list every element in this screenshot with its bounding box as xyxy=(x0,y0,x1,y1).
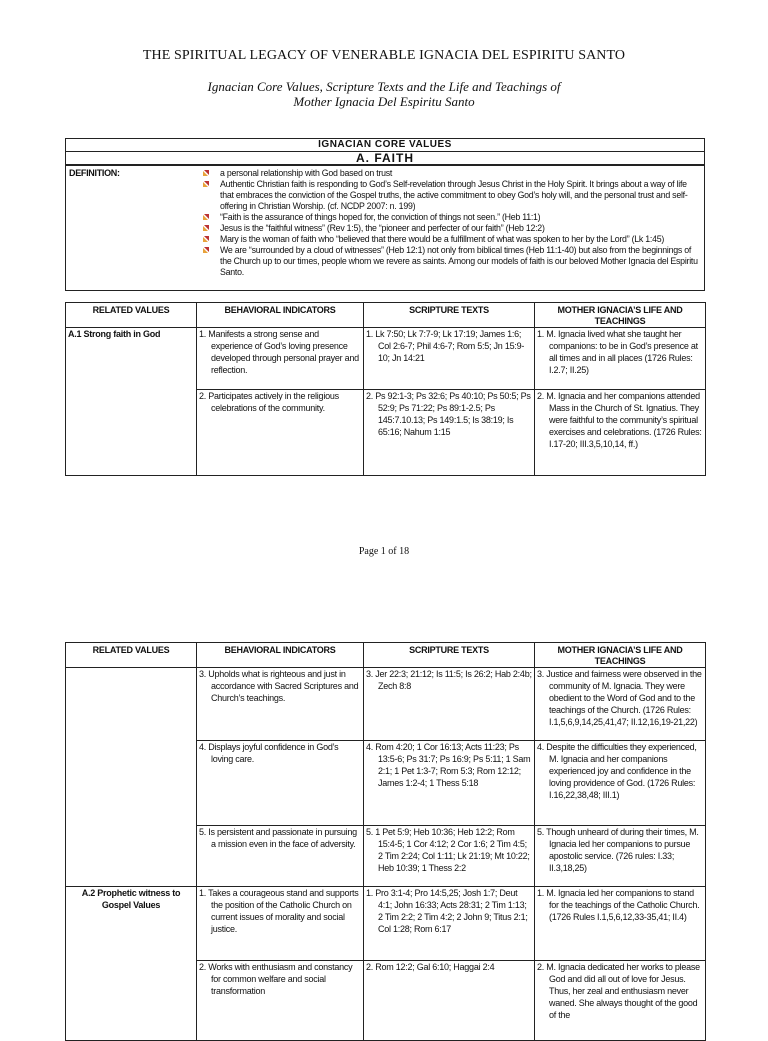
values-table-page-1 xyxy=(65,302,706,476)
document-title: THE SPIRITUAL LEGACY OF VENERABLE IGNACIA DEL ESPIRITU SANTO xyxy=(142,48,626,63)
header-scripture-texts: SCRIPTURE TEXTS xyxy=(364,643,535,668)
definition-item xyxy=(201,168,701,179)
teaching-text: 2. M. Ignacia and her companions attended Mass in the Church of St. Ignatius. They were faithful to the community’s spiritual exercises and celebrations. (1726 Rules: I.17-20; III.3,5,10,14, ff.) xyxy=(537,391,702,449)
header-related-values: RELATED VALUES xyxy=(66,303,197,328)
teaching-text: 5. Though unheard of during their times, M. Ignacia led her companions to pursue apostolic service. (726 rules: I.33; II.3,18,25) xyxy=(537,827,699,873)
definition-list xyxy=(201,168,701,278)
definition-text: “Faith is the assurance of things hoped for, the conviction of things not seen.” (Heb 11:1) xyxy=(220,212,541,222)
teaching-text: 4. Despite the difficulties they experienced, M. Ignacia and her companions experienced joy and confidence in the loving providence of God. (1726 Rules: I.16,22,38,48; III.1) xyxy=(537,742,697,800)
indicator-cell xyxy=(197,826,364,887)
indicator-text: 1. Takes a courageous stand and supports the position of the Catholic Church on current issues of morality and social justice. xyxy=(199,888,359,934)
definition-text: Jesus is the “faithful witness” (Rev 1:5), the “pioneer and perfecter of our faith” (Heb 12:2) xyxy=(220,223,545,233)
teaching-cell xyxy=(535,390,706,476)
bullet-arrow-icon xyxy=(203,247,210,254)
definition-item xyxy=(201,234,701,245)
bullet-arrow-icon xyxy=(203,225,210,232)
document-subtitle xyxy=(0,79,768,109)
definition-item xyxy=(201,212,701,223)
indicator-text: 1. Manifests a strong sense and experience of God’s loving presence developed through personal prayer and reflection. xyxy=(199,329,359,375)
teaching-text: 1. M. Ignacia lived what she taught her companions: to be in God’s presence at all times and in all places (1726 Rules: I.2.7; II.25) xyxy=(537,329,698,375)
teaching-cell xyxy=(535,668,706,741)
indicator-text: 2. Works with enthusiasm and constancy for common welfare and social transformation xyxy=(199,962,353,996)
scripture-text: 5. 1 Pet 5:9; Heb 10:36; Heb 12:2; Rom 15:4-5; 1 Cor 4:12; 2 Cor 1:6; 2 Tim 4:5; 2 Tim 2:24; Col 1:11; Lk 21:19; Mt 10:22; Heb 10:39; 1 Thess 2:2 xyxy=(366,827,530,873)
scripture-text: 1. Lk 7:50; Lk 7:7-9; Lk 17:19; James 1:6; Col 2:6-7; Phil 4:6-7; Rom 5:5; Jn 15:9-10; Jn 14:21 xyxy=(366,329,525,363)
related-value-a1-continued xyxy=(66,668,197,887)
header-scripture-texts: SCRIPTURE TEXTS xyxy=(364,303,535,328)
definition-text: a personal relationship with God based on trust xyxy=(220,168,393,178)
scripture-text: 4. Rom 4:20; 1 Cor 16:13; Acts 11:23; Ps 13:5-6; Ps 31:7; Ps 16:9; Ps 5:11; 1 Sam 2:1; 1 Pet 1:3-7; Rom 5:3; Rom 12:12; James 1:2-4; 1 Thess 5:18 xyxy=(366,742,531,788)
definition-text: Authentic Christian faith is responding to God’s Self-revelation through Jesus Christ in the Holy Spirit. It brings about a way of life that embraces the conviction of the Gospel truths, the active commitment to obey God’s holy will, and the personal trust and self-offering in Christian Worship. (cf. NCDP 2007: n. 199) xyxy=(220,179,688,211)
indicator-cell xyxy=(197,741,364,826)
bullet-arrow-icon xyxy=(203,214,210,221)
scripture-text: 1. Pro 3:1-4; Pro 14:5,25; Josh 1:7; Deut 4:1; John 16:33; Acts 28:31; 2 Tim 1:13; 2 Tim 2:2; 2 Tim 4:2; 2 John 9; Titus 2:1; Col 1:28; Rom 6:17 xyxy=(366,888,528,934)
scripture-cell xyxy=(364,961,535,1041)
indicator-cell xyxy=(197,887,364,961)
page-number: Page 1 of 18 xyxy=(358,546,410,557)
indicator-text: 2. Participates actively in the religious celebrations of the community. xyxy=(199,391,339,413)
teaching-text: 1. M. Ignacia led her companions to stand for the teachings of the Catholic Church. (1726 Rules I.1,5,6,12,33-35,41; II.4) xyxy=(537,888,700,922)
bullet-arrow-icon xyxy=(203,236,210,243)
indicator-cell xyxy=(197,668,364,741)
subtitle-line-1: Ignacian Core Values, Scripture Texts and the Life and Teachings of xyxy=(207,79,561,94)
header-life-teachings: MOTHER IGNACIA’S LIFE AND TEACHINGS xyxy=(535,303,706,328)
scripture-cell xyxy=(364,887,535,961)
scripture-cell xyxy=(364,741,535,826)
header-related-values: RELATED VALUES xyxy=(66,643,197,668)
definition-text: We are “surrounded by a cloud of witnesses” (Heb 12:1) not only from biblical times (Heb 11:1-40) but also from the beginnings of the Church up to our times, people whom we revere as saints. Among our models of faith is our beloved Mother Ignacia del Espiritu Santo. xyxy=(220,245,698,277)
header-behavioral-indicators: BEHAVIORAL INDICATORS xyxy=(197,303,364,328)
header-behavioral-indicators: BEHAVIORAL INDICATORS xyxy=(197,643,364,668)
scripture-cell xyxy=(364,668,535,741)
related-value-a1: A.1 Strong faith in God xyxy=(66,328,197,476)
bullet-arrow-icon xyxy=(203,170,210,177)
teaching-cell xyxy=(535,328,706,390)
scripture-cell xyxy=(364,390,535,476)
indicator-text: 4. Displays joyful confidence in God’s loving care. xyxy=(199,742,339,764)
definition-text: Mary is the woman of faith who “believed that there would be a fulfillment of what was spoken to her by the Lord” (Lk 1:45) xyxy=(220,234,665,244)
indicator-text: 5. Is persistent and passionate in pursuing a mission even in the face of adversity. xyxy=(199,827,357,849)
scripture-cell xyxy=(364,328,535,390)
definition-item xyxy=(201,223,701,234)
teaching-text: 2. M. Ignacia dedicated her works to please God and did all out of love for Jesus. Thus, her zeal and enthusiasm never waned. She always thought of the good of the xyxy=(537,962,700,1020)
header-life-teachings: MOTHER IGNACIA’S LIFE AND TEACHINGS xyxy=(535,643,706,668)
scripture-text: 3. Jer 22:3; 21:12; Is 11:5; Is 26:2; Hab 2:4b; Zech 8:8 xyxy=(366,669,532,691)
indicator-cell xyxy=(197,328,364,390)
indicator-cell xyxy=(197,961,364,1041)
definition-item xyxy=(201,245,701,278)
scripture-cell xyxy=(364,826,535,887)
teaching-cell xyxy=(535,826,706,887)
faith-section-header: A. FAITH xyxy=(65,151,705,165)
bullet-arrow-icon xyxy=(203,181,210,188)
values-table-page-2 xyxy=(65,642,706,1041)
scripture-text: 2. Rom 12:2; Gal 6:10; Haggai 2:4 xyxy=(366,962,495,972)
scripture-text: 2. Ps 92:1-3; Ps 32:6; Ps 40:10; Ps 50:5; Ps 52:9; Ps 71:22; Ps 89:1-2.5; Ps 145:7.10.13; Ps 149:1.5; Is 38:19; Is 65:16; Nahum 1:15 xyxy=(366,391,531,437)
teaching-text: 3. Justice and fairness were observed in the community of M. Ignacia. They were obedient to the Word of God and to the teachings of the Church. (1726 Rules: I.1,5,6,9,14,25,41,47; II.12,16,19-21,22) xyxy=(537,669,702,727)
definition-box xyxy=(65,165,705,291)
subtitle-line-2: Mother Ignacia Del Espiritu Santo xyxy=(293,94,475,109)
definition-label: DEFINITION: xyxy=(69,168,120,178)
core-values-header: IGNACIAN CORE VALUES xyxy=(65,138,705,152)
related-value-a2: A.2 Prophetic witness to Gospel Values xyxy=(66,887,197,1041)
teaching-cell xyxy=(535,741,706,826)
teaching-cell xyxy=(535,887,706,961)
definition-item xyxy=(201,179,701,212)
indicator-cell xyxy=(197,390,364,476)
indicator-text: 3. Upholds what is righteous and just in accordance with Sacred Scriptures and Church’s teachings. xyxy=(199,669,359,703)
teaching-cell xyxy=(535,961,706,1041)
